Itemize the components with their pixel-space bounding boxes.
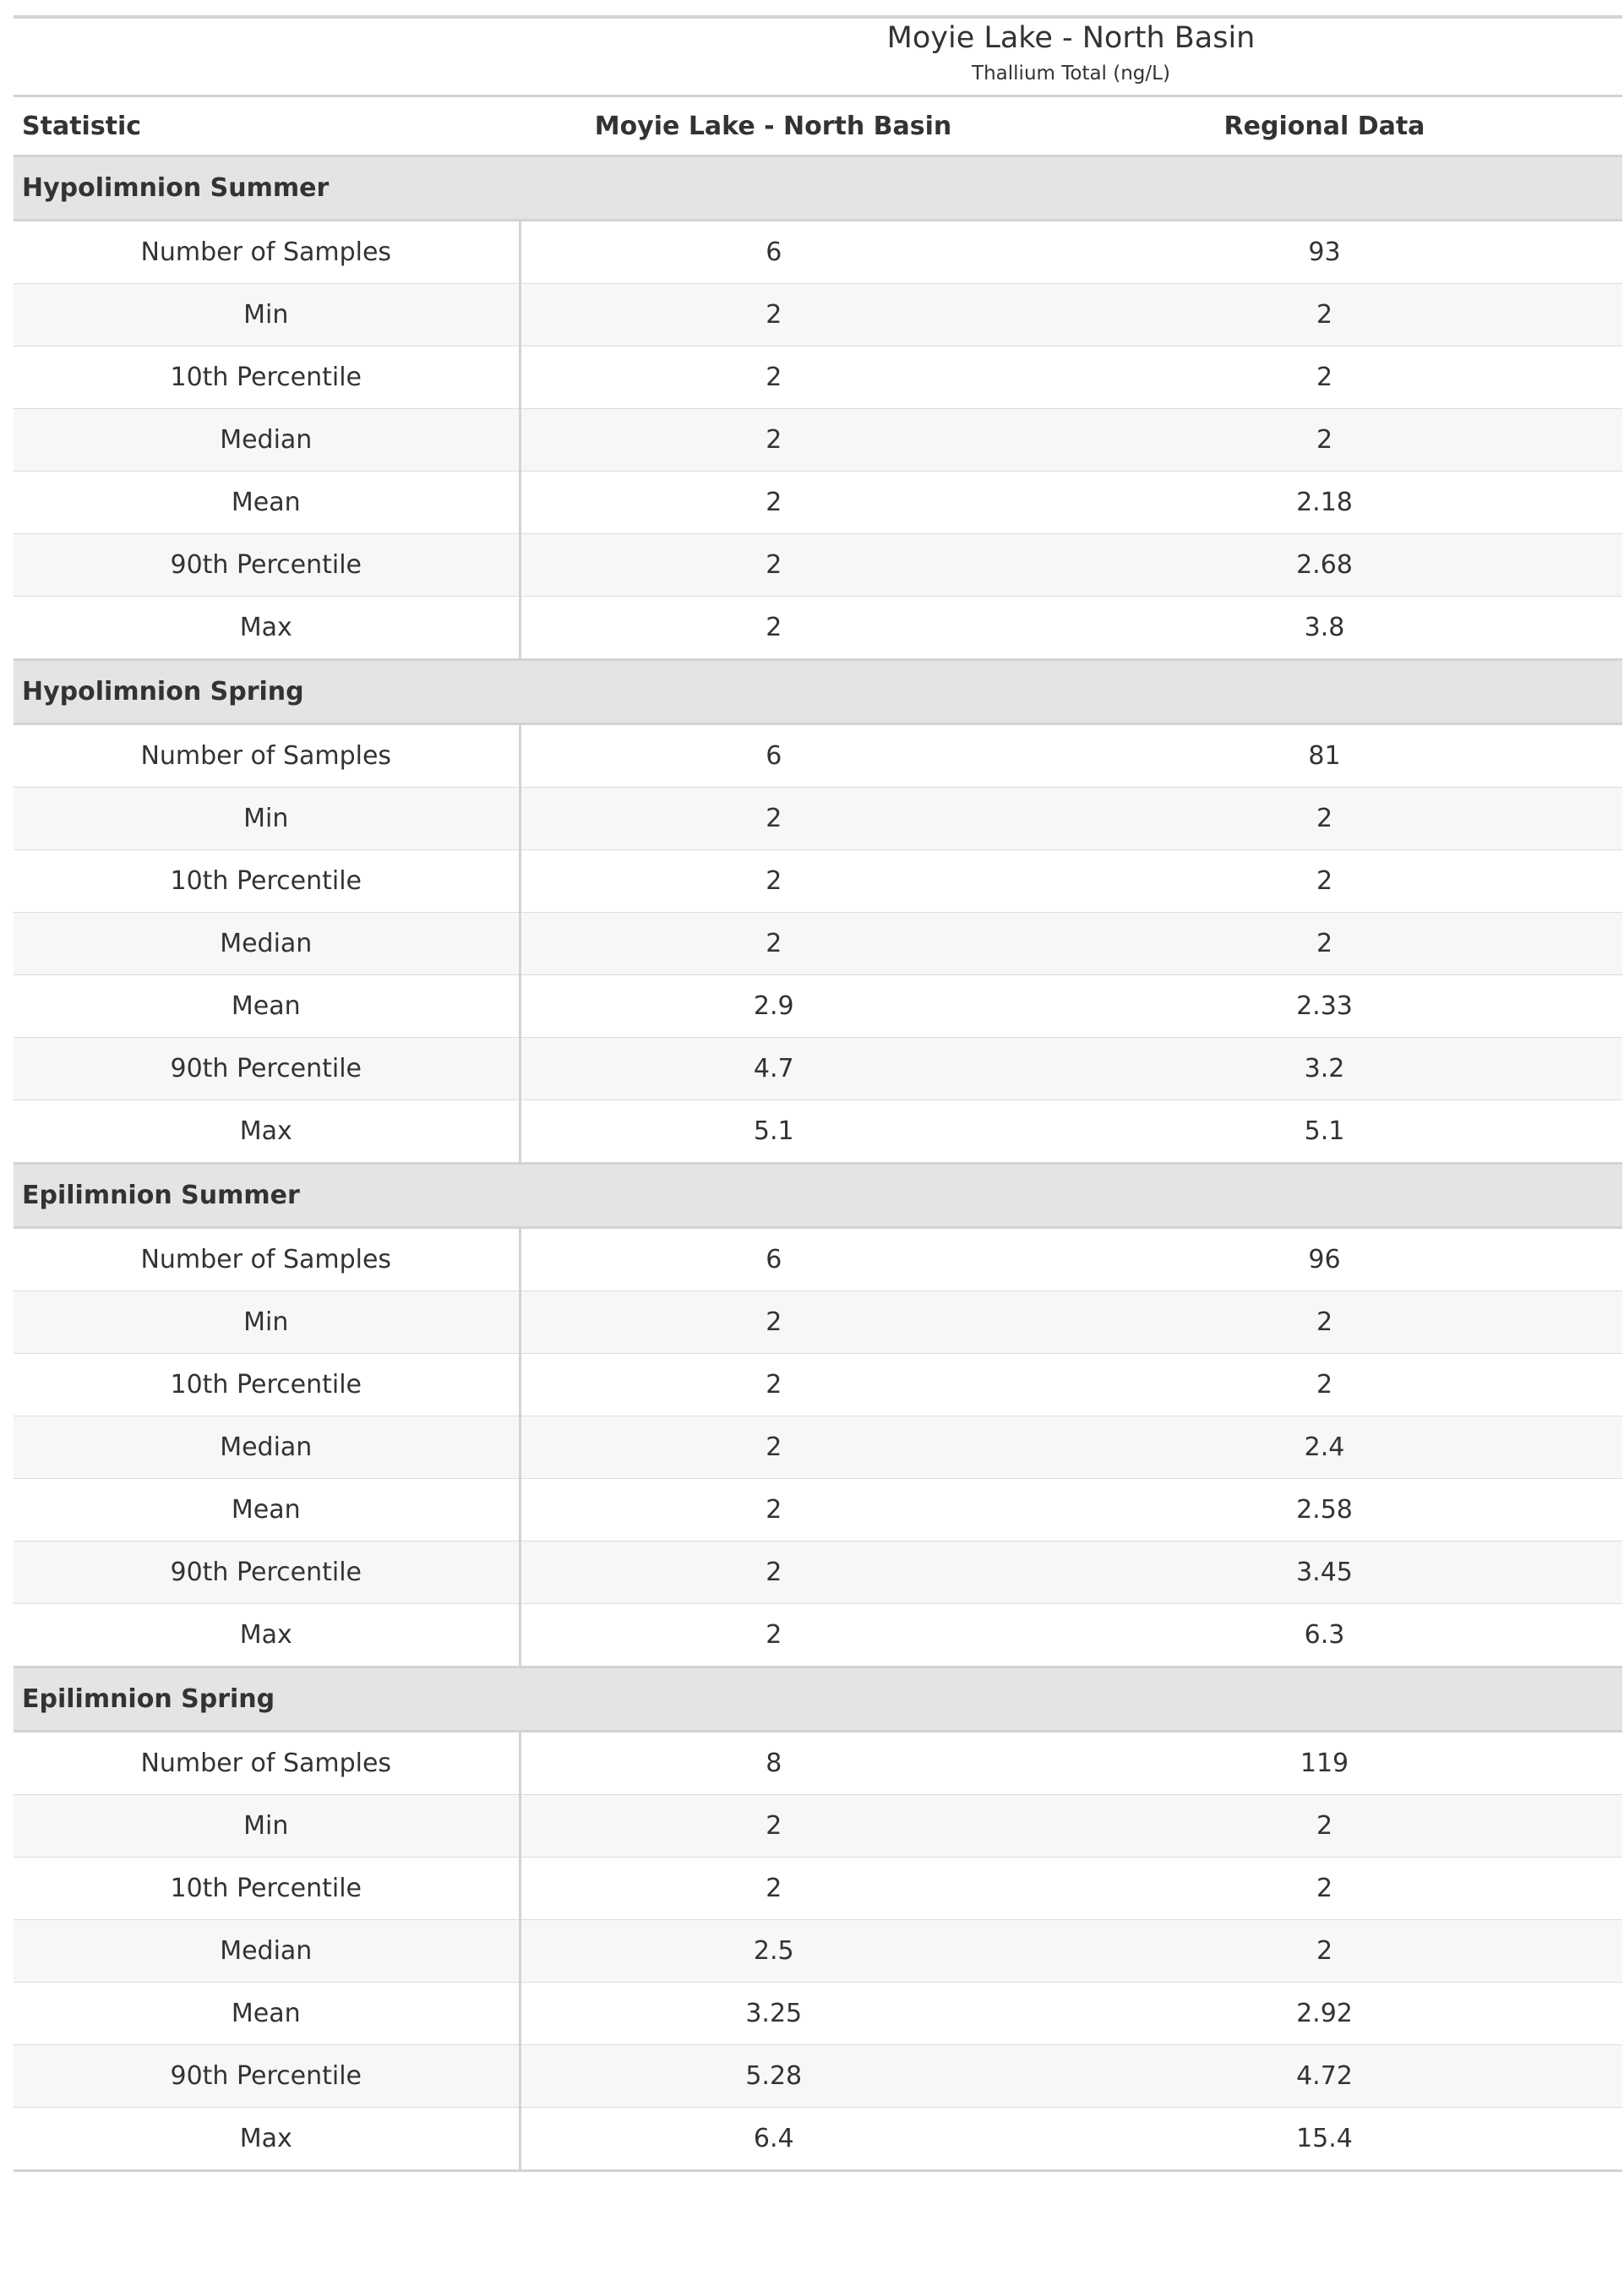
group-header: Epilimnion Spring bbox=[14, 1667, 1622, 1732]
table-row bbox=[14, 1228, 1622, 1291]
regional-value-cell: 2.68 bbox=[1027, 534, 1622, 597]
table-row bbox=[14, 534, 1622, 597]
lake-value-cell: 2 bbox=[520, 788, 1027, 850]
regional-value-cell: 96 bbox=[1027, 1228, 1622, 1291]
regional-value-cell: 3.2 bbox=[1027, 1038, 1622, 1100]
lake-value-cell: 6.4 bbox=[520, 2108, 1027, 2171]
table-row bbox=[14, 2045, 1622, 2108]
lake-value-cell: 2 bbox=[520, 1858, 1027, 1920]
table-row bbox=[14, 850, 1622, 913]
column-header-statistic: Statistic bbox=[14, 96, 520, 156]
table-row bbox=[14, 1038, 1622, 1100]
title-row bbox=[14, 17, 1622, 96]
table-title: Moyie Lake - North Basin bbox=[886, 21, 1256, 55]
table-row bbox=[14, 1795, 1622, 1858]
table-row bbox=[14, 221, 1622, 284]
lake-value-cell: 2 bbox=[520, 597, 1027, 660]
group-header: Epilimnion Summer bbox=[14, 1164, 1622, 1228]
title-cell bbox=[520, 17, 1622, 96]
statistic-cell: 90th Percentile bbox=[14, 534, 520, 597]
group-header-row bbox=[14, 1667, 1622, 1732]
regional-value-cell: 2 bbox=[1027, 788, 1622, 850]
column-header-regional: Regional Data bbox=[1027, 96, 1622, 156]
statistic-cell: Min bbox=[14, 284, 520, 347]
lake-value-cell: 5.1 bbox=[520, 1100, 1027, 1164]
regional-value-cell: 5.1 bbox=[1027, 1100, 1622, 1164]
lake-value-cell: 6 bbox=[520, 724, 1027, 788]
statistic-cell: Median bbox=[14, 1416, 520, 1479]
table-header bbox=[14, 17, 1622, 156]
regional-value-cell: 3.45 bbox=[1027, 1542, 1622, 1604]
table-row bbox=[14, 1983, 1622, 2045]
lake-value-cell: 2 bbox=[520, 913, 1027, 975]
group-header-row bbox=[14, 1164, 1622, 1228]
table-row bbox=[14, 1542, 1622, 1604]
lake-value-cell: 8 bbox=[520, 1732, 1027, 1795]
lake-value-cell: 4.7 bbox=[520, 1038, 1027, 1100]
statistic-cell: Max bbox=[14, 1604, 520, 1667]
regional-value-cell: 2 bbox=[1027, 1858, 1622, 1920]
regional-value-cell: 2.18 bbox=[1027, 472, 1622, 534]
lake-value-cell: 2.9 bbox=[520, 975, 1027, 1038]
regional-value-cell: 2 bbox=[1027, 1354, 1622, 1416]
table-row bbox=[14, 1479, 1622, 1542]
column-header-row bbox=[14, 96, 1622, 156]
regional-value-cell: 2 bbox=[1027, 284, 1622, 347]
group-header-row bbox=[14, 156, 1622, 221]
statistic-cell: 10th Percentile bbox=[14, 850, 520, 913]
table-row bbox=[14, 597, 1622, 660]
table-row bbox=[14, 472, 1622, 534]
statistic-cell: Max bbox=[14, 597, 520, 660]
title-block bbox=[520, 19, 1622, 95]
lake-value-cell: 2 bbox=[520, 1416, 1027, 1479]
regional-value-cell: 6.3 bbox=[1027, 1604, 1622, 1667]
regional-value-cell: 119 bbox=[1027, 1732, 1622, 1795]
statistic-cell: Max bbox=[14, 2108, 520, 2171]
stats-table-container bbox=[14, 15, 1622, 2172]
regional-value-cell: 2 bbox=[1027, 1795, 1622, 1858]
regional-value-cell: 81 bbox=[1027, 724, 1622, 788]
stats-table bbox=[14, 15, 1622, 2172]
statistic-cell: Median bbox=[14, 409, 520, 472]
statistic-cell: 10th Percentile bbox=[14, 347, 520, 409]
group-header: Hypolimnion Spring bbox=[14, 660, 1622, 724]
table-row bbox=[14, 1291, 1622, 1354]
statistic-cell: Median bbox=[14, 1920, 520, 1983]
regional-value-cell: 93 bbox=[1027, 221, 1622, 284]
lake-value-cell: 2 bbox=[520, 534, 1027, 597]
table-row bbox=[14, 975, 1622, 1038]
statistic-cell: Mean bbox=[14, 1479, 520, 1542]
regional-value-cell: 4.72 bbox=[1027, 2045, 1622, 2108]
table-body bbox=[14, 156, 1622, 2171]
group-header-row bbox=[14, 660, 1622, 724]
regional-value-cell: 2.92 bbox=[1027, 1983, 1622, 2045]
table-subtitle: Thallium Total (ng/L) bbox=[972, 63, 1170, 85]
statistic-cell: 90th Percentile bbox=[14, 2045, 520, 2108]
table-row bbox=[14, 1604, 1622, 1667]
table-row bbox=[14, 1732, 1622, 1795]
table-row bbox=[14, 788, 1622, 850]
table-row bbox=[14, 1858, 1622, 1920]
regional-value-cell: 2 bbox=[1027, 913, 1622, 975]
lake-value-cell: 3.25 bbox=[520, 1983, 1027, 2045]
statistic-cell: Number of Samples bbox=[14, 724, 520, 788]
lake-value-cell: 2 bbox=[520, 284, 1027, 347]
table-row bbox=[14, 409, 1622, 472]
statistic-cell: Max bbox=[14, 1100, 520, 1164]
statistic-cell: Median bbox=[14, 913, 520, 975]
table-row bbox=[14, 347, 1622, 409]
table-row bbox=[14, 284, 1622, 347]
lake-value-cell: 5.28 bbox=[520, 2045, 1027, 2108]
table-row bbox=[14, 724, 1622, 788]
lake-value-cell: 2 bbox=[520, 1604, 1027, 1667]
statistic-cell: 90th Percentile bbox=[14, 1038, 520, 1100]
lake-value-cell: 2 bbox=[520, 1795, 1027, 1858]
title-spacer bbox=[14, 17, 520, 96]
statistic-cell: Number of Samples bbox=[14, 221, 520, 284]
lake-value-cell: 2 bbox=[520, 409, 1027, 472]
statistic-cell: Min bbox=[14, 788, 520, 850]
lake-value-cell: 6 bbox=[520, 221, 1027, 284]
regional-value-cell: 2.33 bbox=[1027, 975, 1622, 1038]
table-row bbox=[14, 1354, 1622, 1416]
lake-value-cell: 2 bbox=[520, 1291, 1027, 1354]
statistic-cell: 10th Percentile bbox=[14, 1354, 520, 1416]
statistic-cell: Mean bbox=[14, 472, 520, 534]
table-row bbox=[14, 913, 1622, 975]
regional-value-cell: 2 bbox=[1027, 409, 1622, 472]
regional-value-cell: 2 bbox=[1027, 1291, 1622, 1354]
table-row bbox=[14, 1920, 1622, 1983]
regional-value-cell: 2.4 bbox=[1027, 1416, 1622, 1479]
lake-value-cell: 2 bbox=[520, 472, 1027, 534]
regional-value-cell: 2 bbox=[1027, 850, 1622, 913]
lake-value-cell: 2 bbox=[520, 850, 1027, 913]
lake-value-cell: 2 bbox=[520, 1354, 1027, 1416]
lake-value-cell: 6 bbox=[520, 1228, 1027, 1291]
lake-value-cell: 2 bbox=[520, 347, 1027, 409]
regional-value-cell: 2 bbox=[1027, 347, 1622, 409]
statistic-cell: Number of Samples bbox=[14, 1732, 520, 1795]
statistic-cell: Min bbox=[14, 1795, 520, 1858]
lake-value-cell: 2.5 bbox=[520, 1920, 1027, 1983]
statistic-cell: Mean bbox=[14, 975, 520, 1038]
column-header-lake: Moyie Lake - North Basin bbox=[520, 96, 1027, 156]
regional-value-cell: 2 bbox=[1027, 1920, 1622, 1983]
regional-value-cell: 15.4 bbox=[1027, 2108, 1622, 2171]
group-header: Hypolimnion Summer bbox=[14, 156, 1622, 221]
lake-value-cell: 2 bbox=[520, 1479, 1027, 1542]
lake-value-cell: 2 bbox=[520, 1542, 1027, 1604]
table-row bbox=[14, 1100, 1622, 1164]
statistic-cell: Mean bbox=[14, 1983, 520, 2045]
statistic-cell: Min bbox=[14, 1291, 520, 1354]
regional-value-cell: 3.8 bbox=[1027, 597, 1622, 660]
table-row bbox=[14, 2108, 1622, 2171]
statistic-cell: Number of Samples bbox=[14, 1228, 520, 1291]
statistic-cell: 90th Percentile bbox=[14, 1542, 520, 1604]
regional-value-cell: 2.58 bbox=[1027, 1479, 1622, 1542]
table-row bbox=[14, 1416, 1622, 1479]
statistic-cell: 10th Percentile bbox=[14, 1858, 520, 1920]
